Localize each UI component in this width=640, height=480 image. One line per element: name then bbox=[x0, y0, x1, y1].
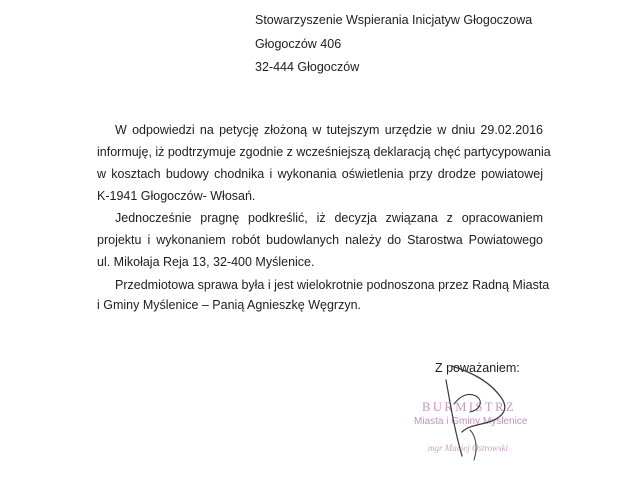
recipient-name: Stowarzyszenie Wspierania Inicjatyw Głogoczowa bbox=[255, 13, 533, 27]
paragraph-line: informuję, iż podtrzymuje zgodnie z wcześniejszą deklaracją chęć partycypowania bbox=[97, 145, 551, 159]
paragraph-line: i Gminy Myślenice – Panią Agnieszkę Węgrzyn. bbox=[97, 298, 361, 312]
paragraph-line: Przedmiotowa sprawa była i jest wielokrotnie podnoszona przez Radną Miasta bbox=[115, 278, 550, 292]
recipient-city: 32-444 Głogoczów bbox=[255, 60, 360, 74]
stamp-subtitle: Miasta i Gminy Myślenice bbox=[414, 416, 528, 427]
paragraph-line: W odpowiedzi na petycję złożoną w tutejszym urzędzie w dniu 29.02.2016 bbox=[115, 123, 543, 137]
stamp-title: BURMISTRZ bbox=[422, 400, 517, 414]
paragraph-line: projektu i wykonaniem robót budowlanych należy do Starostwa Powiatowego bbox=[97, 233, 543, 247]
paragraph-line: K-1941 Głogoczów- Włosań. bbox=[97, 189, 256, 203]
paragraph-line: w kosztach budowy chodnika i wykonania oświetlenia przy drodze powiatowej bbox=[97, 167, 543, 181]
stamp-name: mgr Maciej Ostrowski bbox=[428, 443, 509, 453]
closing-text: Z poważaniem: bbox=[435, 361, 520, 375]
paragraph-line: ul. Mikołaja Reja 13, 32-400 Myślenice. bbox=[97, 255, 315, 269]
recipient-street: Głogoczów 406 bbox=[255, 37, 342, 51]
paragraph-line: Jednocześnie pragnę podkreślić, iż decyzja związana z opracowaniem bbox=[115, 211, 543, 225]
